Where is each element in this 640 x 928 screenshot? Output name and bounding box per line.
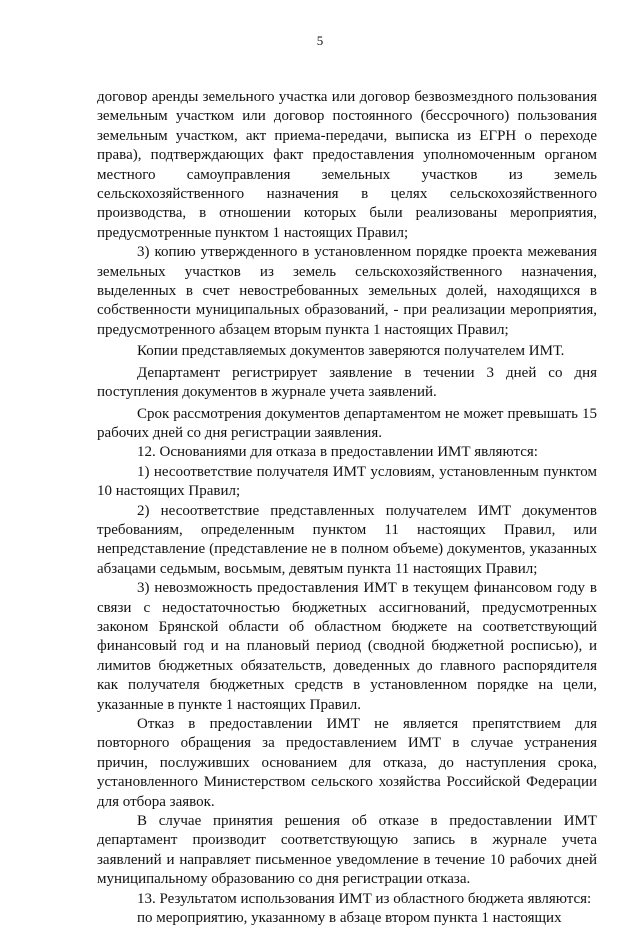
paragraph-refusal-reason-2: 2) несоответствие представленных получателем ИМТ документов требованиям, определенным пунктом 11 настоящих Правил, или непредставление (представление не в полном объеме) документов, указанных абзацами седьмым, восьмым, девятым пункта 11 настоящих Правил; [97, 502, 597, 577]
paragraph-review-term: Срок рассмотрения документов департаментом не может превышать 15 рабочих дней со дня регистрации заявления. [97, 405, 597, 441]
paragraph-continuation: договор аренды земельного участка или договор безвозмездного пользования земельным участком или договор постоянного (бессрочного) пользования земельным участком, акт приема-передачи, выписка из ЕГРН о переходе права), подтверждающих факт предоставления уполномоченным органом местного самоуправления земельных участков из земель сельскохозяйственного назначения в целях сельскохозяйственного производства, в отношении которых были реализованы мероприятия, предусмотренные пунктом 1 настоящих Правил; [97, 89, 597, 241]
page-number: 5 [316, 33, 324, 48]
paragraph-refusal-reason-1: 1) несоответствие получателя ИМТ условиям, установленным пунктом 10 настоящих Правил; [97, 463, 597, 500]
paragraph-section-13-heading: 13. Результатом использования ИМТ из областного бюджета являются: [137, 890, 592, 907]
paragraph-section-13-item: по мероприятию, указанному в абзаце втором пункта 1 настоящих [137, 910, 562, 927]
paragraph-registration: Департамент регистрирует заявление в течении 3 дней со дня поступления документов в журнале учета заявлений. [97, 364, 597, 401]
paragraph-refusal-not-obstacle: Отказ в предоставлении ИМТ не является препятствием для повторного обращения за предоставлением ИМТ в случае устранения причин, послуживших основанием для отказа, до наступления срока, установленного Министерством сельского хозяйства Российской Федерации для отбора заявок. [97, 716, 597, 810]
document-body [97, 88, 597, 928]
paragraph-section-12-heading: 12. Основаниями для отказа в предоставлении ИМТ являются: [137, 444, 538, 461]
paragraph-copies-certified: Копии представляемых документов заверяются получателем ИМТ. [137, 343, 565, 360]
paragraph-refusal-notification: В случае принятия решения об отказе в предоставлении ИМТ департамент производит соответствующую запись в журнале учета заявлений и направляет письменное уведомление в течение 10 рабочих дней муниципальному образованию со дня регистрации отказа. [97, 813, 597, 888]
paragraph-refusal-reason-3: 3) невозможность предоставления ИМТ в текущем финансовом году в связи с недостаточностью бюджетных ассигнований, предусмотренных законом Брянской области об областном бюджете на соответствующий финансовый год и на плановый период (сводной бюджетной росписью), и лимитов бюджетных обязательств, доведенных до главного распорядителя как получателя бюджетных средств в установленном порядке на цели, указанные в пункте 1 настоящих Правил. [97, 580, 597, 713]
paragraph-item-3-mezhevanie: 3) копию утвержденного в установленном порядке проекта межевания земельных участков из земель сельскохозяйственного назначения, выделенных в счет невостребованных земельных долей, находящихся в собственности муниципальных образований, - при реализации мероприятия, предусмотренного абзацем вторым пункта 1 настоящих Правил; [97, 244, 597, 338]
